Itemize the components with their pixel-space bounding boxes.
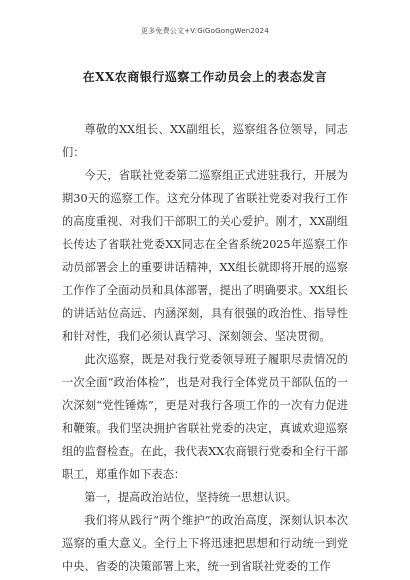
section-heading: 第一，提高政治站位，坚持统一思想认识。 <box>84 491 297 504</box>
body-paragraph: 此次巡察，既是对我行党委领导班子履职尽责情况的一次全面“政治体检”，也是对我行全体党员干部队伍的一次深刻“党性锤炼”，更是对我行各项工作的一次有力促进和鞭策。我们坚决拥护省联社党委的决定，真诚欢迎巡察组的监督检查。在此，我代表XX农商银行党委和全行干部职工，郑重作如下表态： <box>62 353 348 481</box>
body-paragraph: 我们将从践行“两个维护”的政治高度，深刻认识本次巡察的重大意义。全行上下将迅速把思想和行动统一到党中央、省委的决策部署上来，统一到省联社党委的工作 <box>62 514 348 573</box>
document-body <box>62 118 348 578</box>
document-title: 在XX农商银行巡察工作动员会上的表态发言 <box>82 70 328 84</box>
salutation-paragraph: 尊敬的XX组长、XX副组长，巡察组各位领导，同志们： <box>62 123 348 159</box>
body-paragraph: 今天，省联社党委第二巡察组正式进驻我行，开展为期30天的巡察工作。这充分体现了省联社党委对我行工作的高度重视、对我们干部职工的关心爱护。刚才，XX副组长传达了省联社党委XX同志在全省系统2025年巡察工作动员部署会上的重要讲话精神，XX组长就即将开展的巡察工作作了全面动员和具体部署，提出了明确要求。XX组长的讲话站位高远、内涵深刻，具有很强的政治性、指导性和针对性，我们必须认真学习、深刻领会、坚决贯彻。 <box>62 169 348 343</box>
header-promo-note: 更多免费公文+V:GiGoGongWen2024 <box>141 27 269 35</box>
